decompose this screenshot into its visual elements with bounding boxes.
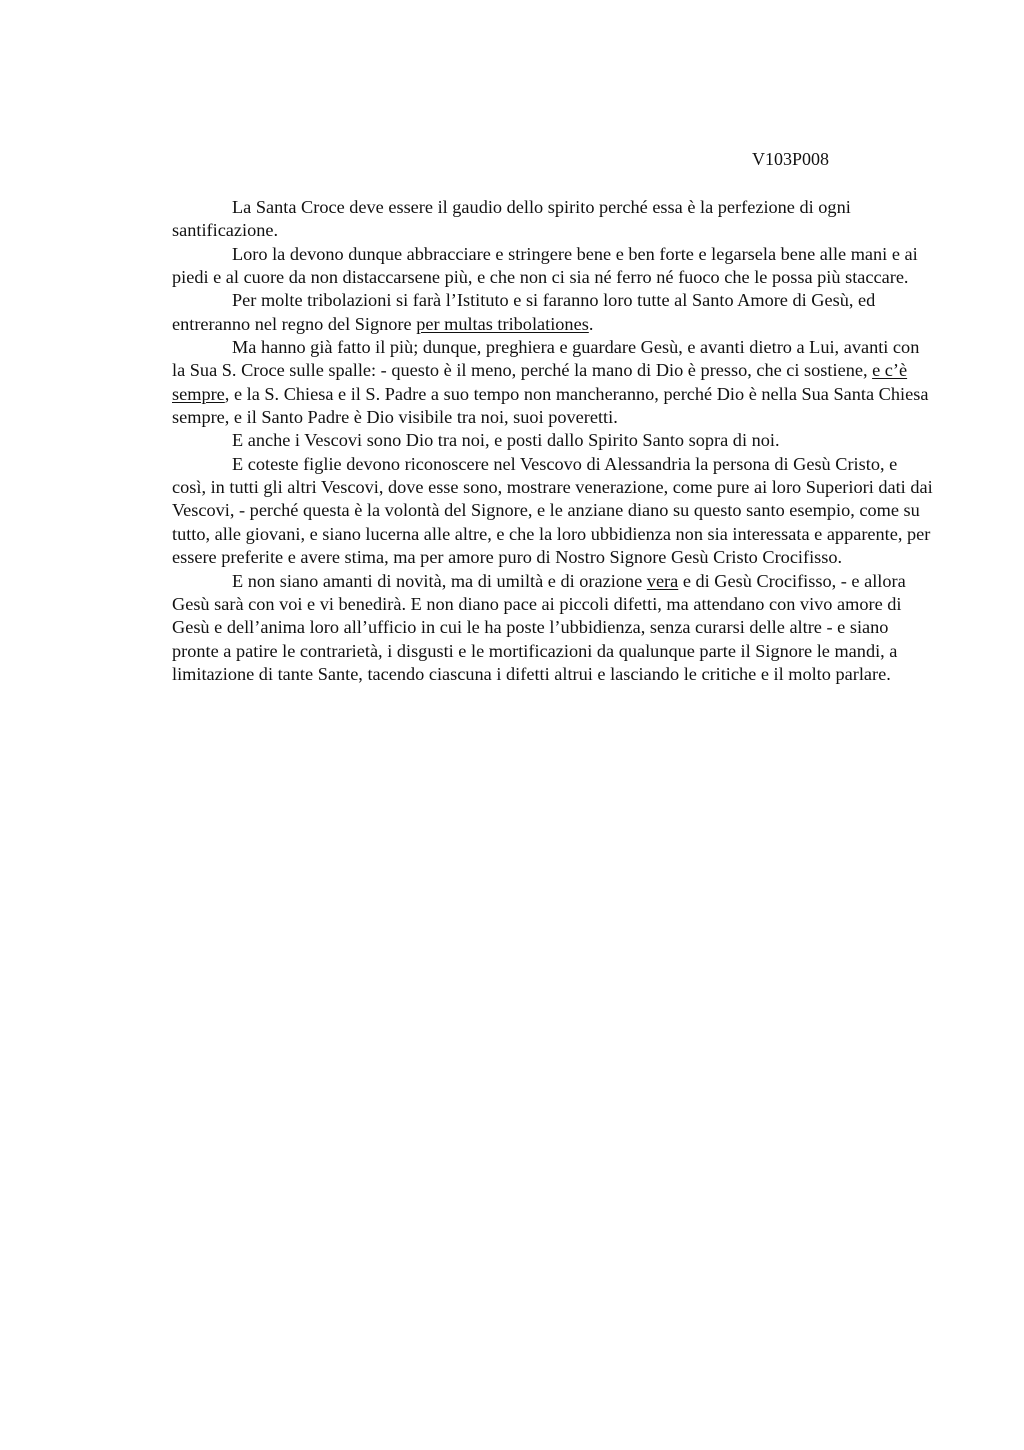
underlined-word: vera: [646, 570, 679, 591]
paragraph-text: .: [588, 313, 594, 334]
paragraph-5: [172, 429, 934, 452]
paragraph-text: E non siano amanti di novità, ma di umiltà e di orazione: [232, 570, 647, 591]
page-code: V103P008: [752, 149, 830, 169]
underlined-phrase: e c’è sempre: [172, 360, 908, 404]
paragraph-text: La Santa Croce deve essere il gaudio dello spirito perché essa è la perfezione di ogni santificazione.: [172, 197, 851, 241]
paragraph-1: [172, 196, 934, 243]
paragraph-text: Loro la devono dunque abbracciare e stringere bene e ben forte e legarsela bene alle mani e ai piedi e al cuore da non distaccarsene più, e che non ci sia né ferro né fuoco che le possa più staccare.: [172, 243, 918, 288]
paragraph-text: E anche i Vescovi sono Dio tra noi, e posti dallo Spirito Santo sopra di noi.: [232, 430, 780, 451]
underlined-latin-phrase: per multas tribolationes: [416, 313, 589, 334]
paragraph-text: E coteste figlie devono riconoscere nel Vescovo di Alessandria la persona di Gesù Cristo, e così, in tutti gli altri Vescovi, dove esse sono, mostrare venerazione, come pure ai loro Superiori dati dai Vescovi, - perché questa è la volontà del Signore, e le anziane diano su questo santo esempio, come su tutto, alle giovani, e siano lucerna alle altre, e che la loro ubbidienza non sia interessata e apparente, per essere preferite e avere stima, ma per amore puro di Nostro Signore Gesù Cristo Crocifisso.: [172, 453, 933, 568]
paragraph-text: Ma hanno già fatto il più; dunque, preghiera e guardare Gesù, e avanti dietro a Lui, avanti con la Sua S. Croce sulle spalle: - questo è il meno, perché la mano di Dio è presso, che ci sostiene,: [172, 337, 920, 381]
paragraph-text: , e la S. Chiesa e il S. Padre a suo tempo non mancheranno, perché Dio è nella Sua Santa Chiesa sempre, e il Santo Padre è Dio visibile tra noi, suoi poveretti.: [172, 383, 929, 428]
document-body: [172, 196, 934, 686]
paragraph-7: [172, 570, 934, 687]
paragraph-text: Per molte tribolazioni si farà l’Istituto e si faranno loro tutte al Santo Amore di Gesù, ed entreranno nel regno del Signore: [172, 290, 876, 334]
paragraph-3: [172, 289, 934, 336]
paragraph-2: [172, 243, 934, 290]
paragraph-4: [172, 336, 934, 429]
paragraph-text: e di Gesù Crocifisso, - e allora Gesù sarà con voi e vi benedirà. E non diano pace ai piccoli difetti, ma attendano con vivo amore di Gesù e dell’anima loro all’ufficio in cui le ha poste l’ubbidienza, senza curarsi delle altre - e siano pronte a patire le contrarietà, i disgusti e le mortificazioni da qualunque parte il Signore le mandi, a limitazione di tante Sante, tacendo ciascuna i difetti altrui e lasciando le critiche e il molto parlare.: [172, 570, 906, 684]
paragraph-6: [172, 453, 934, 570]
